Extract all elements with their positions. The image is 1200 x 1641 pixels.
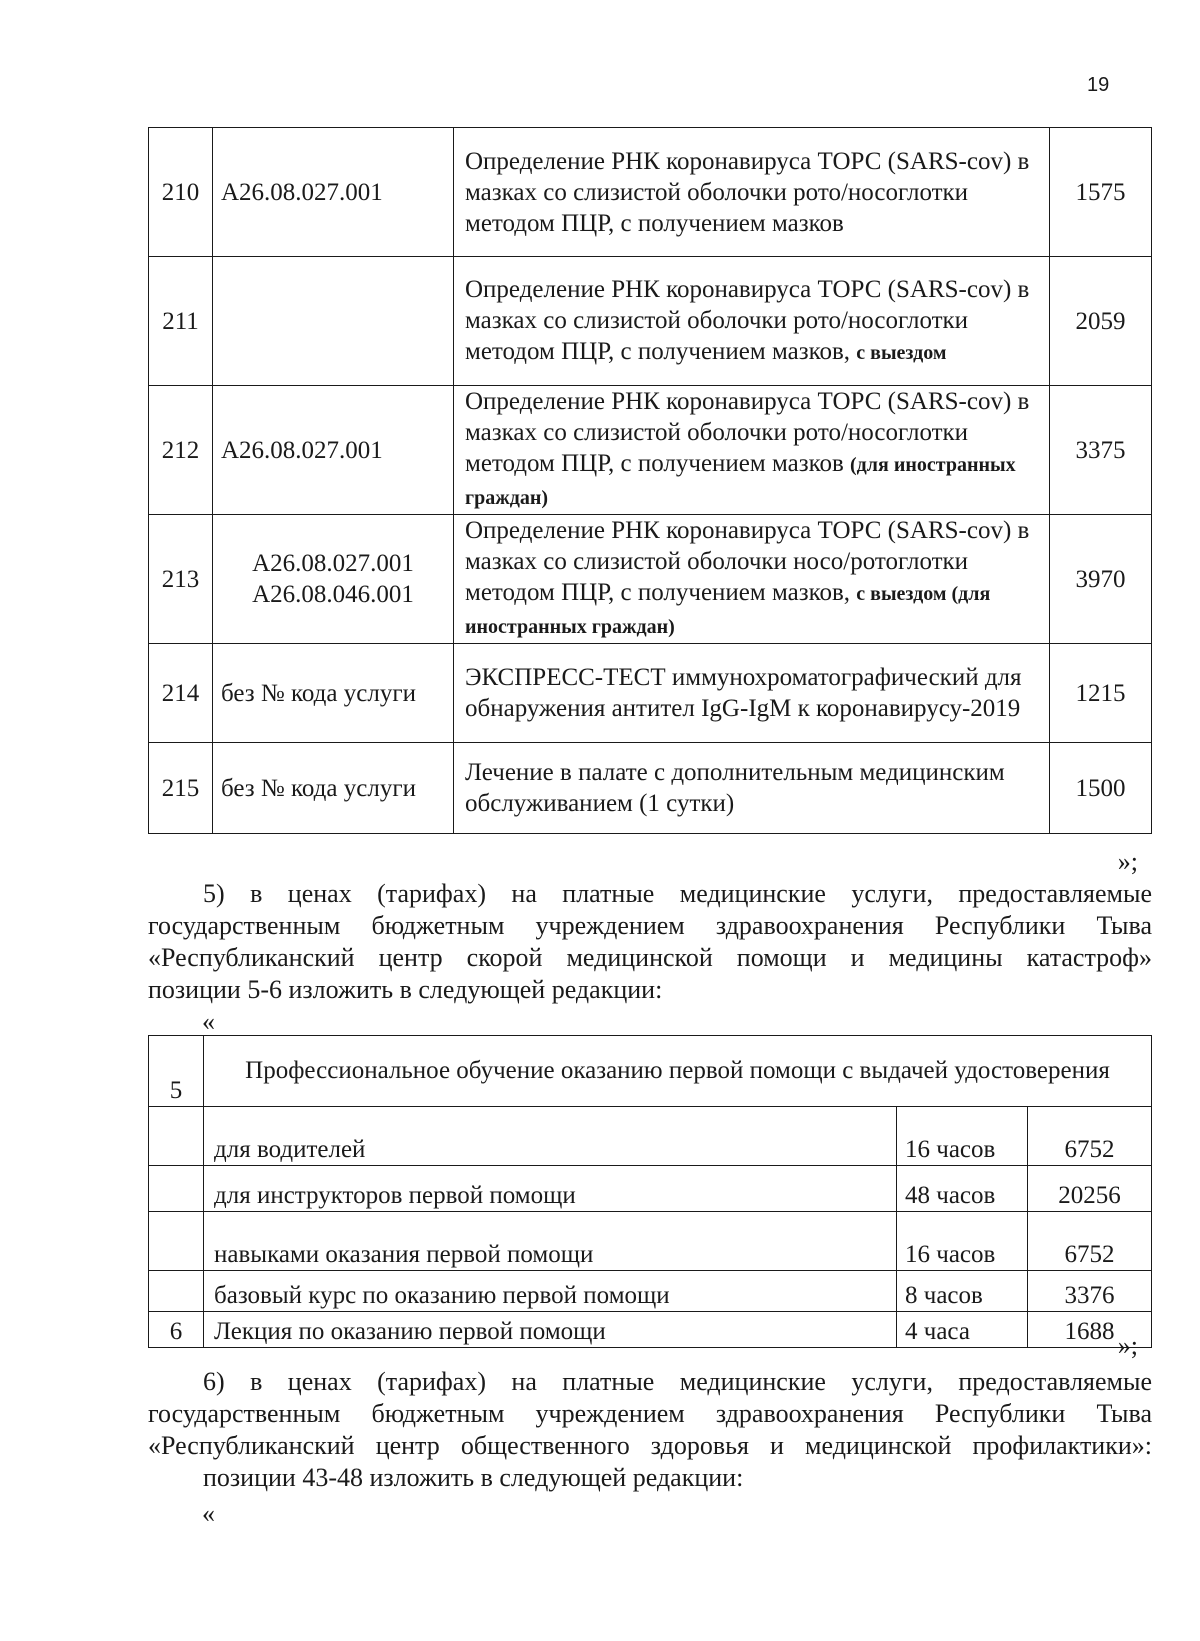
table-row [149,515,1152,644]
closing-quote: »; [1117,1331,1138,1360]
position-number [149,1107,204,1166]
section-title: Профессиональное обучение оказанию первой помощи с выдачей удостоверения [204,1036,1152,1107]
service-name: базовый курс по оказанию первой помощи [204,1271,897,1312]
service-code: А26.08.046.001 [252,581,414,608]
table-row [149,1166,1152,1212]
table-row [149,644,1152,743]
service-price: 3375 [1050,386,1152,515]
table-row [149,1312,1152,1348]
service-description: Определение РНК коронавируса ТОРС (SARS-cov) в мазках со слизистой оболочки носо/ротоглотки методом ПЦР, с получением мазков, с выездом (для иностранных граждан) [454,515,1050,644]
service-hours: 8 часов [897,1271,1028,1312]
row-number: 212 [149,386,213,515]
service-description: Лечение в палате с дополнительным медицинским обслуживанием (1 сутки) [454,743,1050,834]
paragraph-line: позиции 5-6 изложить в следующей редакции: [148,975,663,1004]
opening-quote: « [202,1499,215,1528]
price-table-covid [148,127,1152,834]
service-code: без № кода услуги [213,743,454,834]
service-description: Определение РНК коронавируса ТОРС (SARS-cov) в мазках со слизистой оболочки рото/носоглотки методом ПЦР, с получением мазков (для иностранных граждан) [454,386,1050,515]
paragraph-line: 5) в ценах (тарифах) на платные медицинские услуги, предоставляемые [203,879,1152,908]
row-number: 211 [149,257,213,386]
row-number: 215 [149,743,213,834]
service-name: навыками оказания первой помощи [204,1212,897,1271]
table-row [149,1036,1152,1107]
description-note: (для иностранных граждан) [465,454,1016,509]
service-price: 1215 [1050,644,1152,743]
table-row [149,1271,1152,1312]
description-note: с выездом [856,341,947,364]
service-name: для водителей [204,1107,897,1166]
service-price: 1575 [1050,128,1152,257]
service-hours: 16 часов [897,1107,1028,1166]
table-row [149,1212,1152,1271]
paragraph-line: 6) в ценах (тарифах) на платные медицинские услуги, предоставляемые [203,1367,1152,1396]
position-number [149,1166,204,1212]
row-number: 210 [149,128,213,257]
service-hours: 16 часов [897,1212,1028,1271]
service-description: Определение РНК коронавируса ТОРС (SARS-cov) в мазках со слизистой оболочки рото/носоглотки методом ПЦР, с получением мазков [454,128,1050,257]
paragraph-line: позиции 43-48 изложить в следующей редакции: [203,1463,744,1492]
table-row [149,743,1152,834]
position-number: 5 [149,1036,204,1107]
service-hours: 4 часа [897,1312,1028,1348]
opening-quote: « [202,1007,215,1036]
service-description: ЭКСПРЕСС-ТЕСТ иммунохроматографический для обнаружения антител IgG-IgM к коронавирусу-2019 [454,644,1050,743]
closing-quote: »; [1117,847,1138,876]
service-code: А26.08.027.001 [213,386,454,515]
service-price: 1500 [1050,743,1152,834]
paragraph-line: государственным бюджетным учреждением здравоохранения Республики Тыва [148,1399,1152,1428]
service-price: 1688 [1028,1312,1152,1348]
description-note: с выездом (для иностранных граждан) [465,583,991,638]
table-row [149,1107,1152,1166]
service-codes [213,515,454,644]
position-number [149,1212,204,1271]
table-row [149,257,1152,386]
position-number [149,1271,204,1312]
service-name: Лекция по оказанию первой помощи [204,1312,897,1348]
paragraph-line: «Республиканский центр скорой медицинской помощи и медицины катастроф» [148,943,1152,972]
position-number: 6 [149,1312,204,1348]
service-code: без № кода услуги [213,644,454,743]
service-description: Определение РНК коронавируса ТОРС (SARS-cov) в мазках со слизистой оболочки рото/носоглотки методом ПЦР, с получением мазков, с выездом [454,257,1050,386]
service-price: 6752 [1028,1212,1152,1271]
paragraph-line: государственным бюджетным учреждением здравоохранения Республики Тыва [148,911,1152,940]
row-number: 213 [149,515,213,644]
service-price: 20256 [1028,1166,1152,1212]
service-code-empty [213,257,454,386]
price-table-first-aid [148,1035,1152,1348]
service-price: 3970 [1050,515,1152,644]
table-row [149,128,1152,257]
paragraph-6 [148,1366,1152,1494]
service-code: А26.08.027.001 [252,550,414,577]
service-code: А26.08.027.001 [213,128,454,257]
paragraph-line: «Республиканский центр общественного здоровья и медицинской профилактики»: [148,1431,1152,1460]
service-price: 3376 [1028,1271,1152,1312]
page-number: 19 [1087,74,1110,96]
service-price: 6752 [1028,1107,1152,1166]
paragraph-5 [148,878,1152,1006]
table-row [149,386,1152,515]
row-number: 214 [149,644,213,743]
service-hours: 48 часов [897,1166,1028,1212]
service-name: для инструкторов первой помощи [204,1166,897,1212]
service-price: 2059 [1050,257,1152,386]
